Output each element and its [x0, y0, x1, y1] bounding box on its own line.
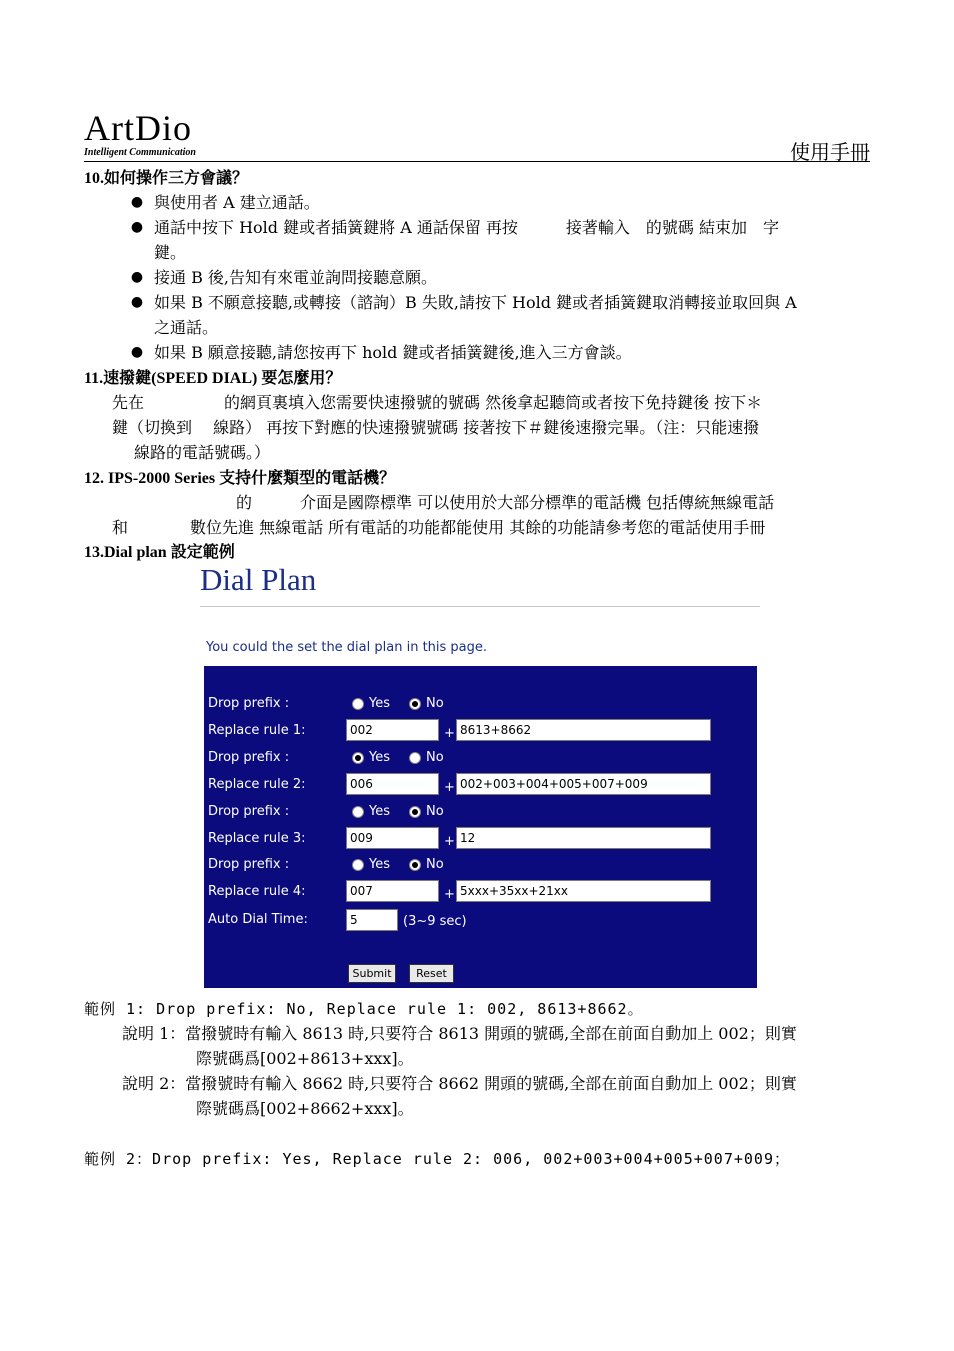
s12-line-2b: 數位先進 無線電話 所有電話的功能都能使用 其餘的功能請參考您的電話使用手冊 — [190, 518, 766, 537]
yes-label: Yes — [369, 804, 390, 819]
replace-rule-3-prefix-input[interactable]: 009 — [346, 827, 439, 849]
logo-text: ArtDio — [84, 108, 192, 148]
no-label: No — [426, 750, 444, 765]
drop-prefix-3-yes-radio[interactable] — [352, 806, 364, 818]
bullet-icon: ● — [130, 194, 144, 210]
plus-sign: + — [444, 834, 455, 849]
dialplan-title: Dial Plan — [200, 562, 317, 597]
bullet-icon: ● — [130, 294, 144, 310]
yes-label: Yes — [369, 857, 390, 872]
auto-dial-label: Auto Dial Time: — [208, 912, 308, 927]
replace-rule-1-prefix-input[interactable]: 002 — [346, 719, 439, 741]
s11-line-3: 線路的電話號碼。） — [134, 443, 271, 462]
reset-button[interactable]: Reset — [409, 964, 454, 983]
example-1-note-1: 說明 1：當撥號時有輸入 8613 時,只要符合 8613 開頭的號碼,全部在前面自動加上 002；則實 — [122, 1024, 797, 1043]
no-label: No — [426, 857, 444, 872]
s10-bullet-4: 如果 B 不願意接聽,或轉接（諮詢）B 失敗,請按下 Hold 鍵或者插簧鍵取消轉接並取回與 A — [154, 293, 797, 312]
bullet-icon: ● — [130, 344, 144, 360]
drop-prefix-2-no-radio[interactable] — [409, 752, 421, 764]
drop-prefix-label: Drop prefix : — [208, 696, 290, 711]
replace-rule-4-label: Replace rule 4: — [208, 884, 306, 899]
auto-dial-input[interactable]: 5 — [346, 909, 398, 931]
replace-rule-1-label: Replace rule 1: — [208, 723, 306, 738]
bullet-icon: ● — [130, 269, 144, 285]
s11-line-2: 鍵（切換到 線路） 再按下對應的快速撥號號碼 接著按下＃鍵後速撥完畢。（注：只能速撥 — [112, 418, 760, 437]
replace-rule-4-match-input[interactable]: 5xxx+35xx+21xx — [456, 880, 711, 902]
replace-rule-3-match-input[interactable]: 12 — [456, 827, 711, 849]
yes-label: Yes — [369, 696, 390, 711]
drop-prefix-3-no-radio[interactable] — [409, 806, 421, 818]
bullet-icon: ● — [130, 219, 144, 235]
auto-dial-hint: (3~9 sec) — [403, 914, 467, 929]
example-1-text: 範例 1: Drop prefix: No, Replace rule 1: 002, 8613+8662。 — [84, 1000, 644, 1018]
s10-bullet-2-cont: 鍵。 — [154, 243, 187, 262]
replace-rule-2-prefix-input[interactable]: 006 — [346, 773, 439, 795]
drop-prefix-label: Drop prefix : — [208, 750, 290, 765]
drop-prefix-2-yes-radio[interactable] — [352, 752, 364, 764]
yes-label: Yes — [369, 750, 390, 765]
drop-prefix-4-yes-radio[interactable] — [352, 859, 364, 871]
dialplan-divider — [200, 606, 760, 607]
replace-rule-4-prefix-input[interactable]: 007 — [346, 880, 439, 902]
section-11-heading: 11.速撥鍵(SPEED DIAL) 要怎麼用？ — [84, 370, 342, 387]
example-2-text: 範例 2：Drop prefix: Yes, Replace rule 2: 006, 002+003+004+005+007+009； — [84, 1150, 790, 1168]
drop-prefix-label: Drop prefix : — [208, 857, 290, 872]
example-1-note-2: 說明 2：當撥號時有輸入 8662 時,只要符合 8662 開頭的號碼,全部在前面自動加上 002；則實 — [122, 1074, 797, 1093]
artdio-logo — [84, 110, 196, 158]
logo-tagline: Intelligent Communication — [84, 147, 196, 158]
replace-rule-2-match-input[interactable]: 002+003+004+005+007+009 — [456, 773, 711, 795]
s10-bullet-5: 如果 B 願意接聽,請您按再下 hold 鍵或者插簧鍵後,進入三方會談。 — [154, 343, 632, 362]
s10-bullet-3: 接通 B 後,告知有來電並詢問接聽意願。 — [154, 268, 438, 287]
drop-prefix-1-yes-radio[interactable] — [352, 698, 364, 710]
replace-rule-2-label: Replace rule 2: — [208, 777, 306, 792]
dialplan-form — [204, 666, 757, 988]
s10-bullet-1: 與使用者 A 建立通話。 — [154, 193, 320, 212]
header-divider — [84, 161, 870, 162]
manual-label: 使用手冊 — [790, 140, 870, 164]
s12-line-2a: 和 — [112, 518, 129, 537]
example-1-note-2-cont: 際號碼爲[002+8662+xxx]。 — [196, 1099, 414, 1118]
drop-prefix-label: Drop prefix : — [208, 804, 290, 819]
example-1 — [84, 996, 644, 1022]
example-2 — [84, 1146, 790, 1172]
drop-prefix-4-no-radio[interactable] — [409, 859, 421, 871]
plus-sign: + — [444, 780, 455, 795]
s12-line-1: 的 介面是國際標準 可以使用於大部分標準的電話機 包括傳統無線電話 — [236, 493, 775, 512]
plus-sign: + — [444, 726, 455, 741]
s10-bullet-4-cont: 之通話。 — [154, 318, 219, 337]
dialplan-note: You could the set the dial plan in this page. — [206, 640, 488, 655]
no-label: No — [426, 696, 444, 711]
section-12-heading: 12. IPS-2000 Series 支持什麼類型的電話機？ — [84, 470, 396, 487]
replace-rule-1-match-input[interactable]: 8613+8662 — [456, 719, 711, 741]
drop-prefix-1-no-radio[interactable] — [409, 698, 421, 710]
example-1-note-1-cont: 際號碼爲[002+8613+xxx]。 — [196, 1049, 414, 1068]
submit-button[interactable]: Submit — [348, 964, 396, 983]
s11-line-1: 先在 的網頁裏填入您需要快速撥號的號碼 然後拿起聽筒或者按下免持鍵後 按下＊ — [112, 393, 763, 412]
section-10-heading: 10.如何操作三方會議？ — [84, 170, 249, 187]
s10-bullet-2: 通話中按下 Hold 鍵或者插簧鍵將 A 通話保留 再按 接著輸入 的號碼 結束加 字 — [154, 218, 780, 237]
plus-sign: + — [444, 887, 455, 902]
replace-rule-3-label: Replace rule 3: — [208, 831, 306, 846]
no-label: No — [426, 804, 444, 819]
section-13-heading: 13.Dial plan 設定範例 — [84, 544, 235, 561]
